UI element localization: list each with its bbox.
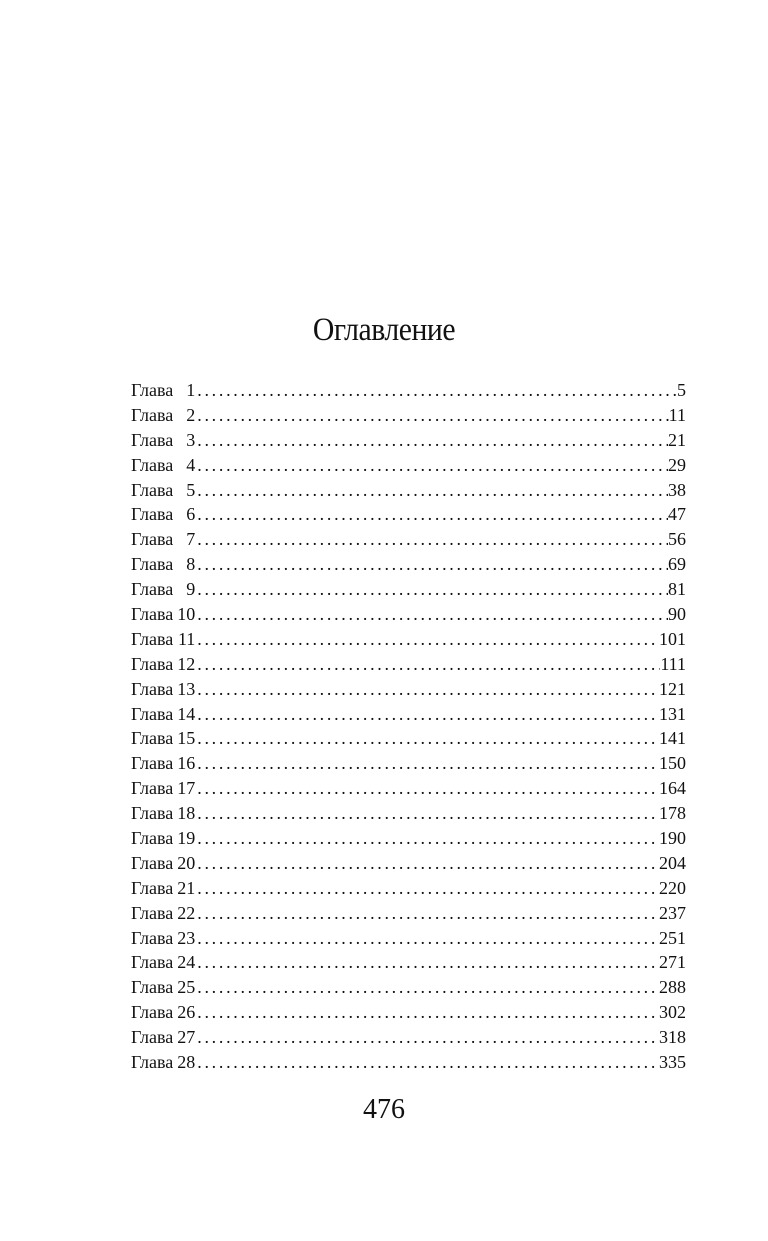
toc-entry-label: Глава	[131, 902, 174, 923]
toc-entry-label: Глава	[131, 977, 174, 998]
toc-entry-page: 47	[668, 504, 686, 525]
toc-entry-label: Глава	[131, 380, 174, 400]
toc-entry[interactable]	[131, 826, 686, 851]
toc-entry[interactable]	[131, 552, 686, 577]
toc-entry[interactable]	[131, 652, 686, 677]
toc-entry-page: 29	[668, 454, 686, 475]
toc-entry-label: Глава	[131, 404, 174, 425]
dot-leader	[195, 726, 659, 751]
toc-entry[interactable]	[131, 527, 686, 552]
dot-leader	[195, 1000, 659, 1025]
dot-leader	[195, 901, 659, 926]
toc-entry-number: 11	[177, 628, 196, 649]
page-number: 476	[363, 1094, 405, 1125]
toc-entry-page: 5	[677, 380, 686, 400]
toc-entry-number: 23	[177, 927, 196, 948]
toc-entry[interactable]	[131, 502, 686, 527]
toc-entry-number: 26	[177, 1002, 196, 1023]
dot-leader	[195, 652, 660, 677]
toc-entry[interactable]	[131, 726, 686, 751]
toc-entry-number: 20	[177, 852, 196, 873]
dot-leader	[195, 926, 659, 951]
table-of-contents	[131, 378, 686, 1075]
toc-entry-page: 251	[659, 927, 686, 948]
toc-entry[interactable]	[131, 1050, 686, 1075]
toc-entry-label: Глава	[131, 778, 174, 799]
toc-entry-number: 21	[177, 877, 196, 898]
toc-entry-number: 5	[186, 479, 196, 500]
toc-entry-number: 27	[177, 1027, 196, 1048]
toc-entry-page: 204	[659, 852, 686, 873]
toc-entry-number: 17	[177, 778, 196, 799]
dot-leader	[195, 478, 668, 503]
toc-entry[interactable]	[131, 776, 686, 801]
dot-leader	[195, 851, 659, 876]
toc-entry-label: Глава	[131, 604, 174, 625]
toc-entry-label: Глава	[131, 454, 174, 475]
page-title: Оглавление	[312, 312, 456, 348]
toc-entry[interactable]	[131, 851, 686, 876]
dot-leader	[195, 1050, 659, 1075]
toc-entry-page: 164	[659, 778, 686, 799]
toc-entry-label: Глава	[131, 653, 174, 674]
toc-entry[interactable]	[131, 702, 686, 727]
toc-entry-label: Глава	[131, 728, 174, 749]
toc-entry-page: 335	[659, 1052, 686, 1073]
toc-entry-number: 15	[177, 728, 196, 749]
toc-entry-number: 25	[177, 977, 196, 998]
dot-leader	[195, 552, 668, 577]
toc-entry[interactable]	[131, 901, 686, 926]
dot-leader	[195, 826, 659, 851]
dot-leader	[195, 627, 659, 652]
toc-entry-page: 121	[659, 678, 686, 699]
toc-entry-page: 302	[659, 1002, 686, 1023]
toc-entry-number: 14	[177, 703, 196, 724]
toc-entry-page: 318	[659, 1027, 686, 1048]
toc-entry-label: Глава	[131, 1002, 174, 1023]
toc-entry-number: 4	[186, 454, 196, 475]
toc-entry-label: Глава	[131, 703, 174, 724]
dot-leader	[195, 702, 659, 727]
toc-entry-label: Глава	[131, 1052, 174, 1073]
dot-leader	[195, 677, 659, 702]
dot-leader	[195, 602, 668, 627]
dot-leader	[195, 403, 668, 428]
toc-entry-number: 13	[177, 678, 196, 699]
toc-entry-page: 38	[668, 479, 686, 500]
dot-leader	[195, 502, 668, 527]
toc-entry[interactable]	[131, 478, 686, 503]
toc-entry-label: Глава	[131, 628, 174, 649]
toc-entry-number: 7	[186, 529, 196, 550]
dot-leader	[195, 428, 668, 453]
toc-entry-number: 10	[177, 604, 196, 625]
dot-leader	[195, 577, 668, 602]
toc-entry-label: Глава	[131, 852, 174, 873]
toc-entry-label: Глава	[131, 479, 174, 500]
dot-leader	[195, 876, 659, 901]
toc-entry[interactable]	[131, 876, 686, 901]
toc-entry-label: Глава	[131, 952, 174, 973]
toc-entry-label: Глава	[131, 678, 174, 699]
toc-entry-page: 56	[668, 529, 686, 550]
toc-entry-label: Глава	[131, 529, 174, 550]
toc-entry[interactable]	[131, 453, 686, 478]
toc-entry[interactable]	[131, 378, 686, 403]
toc-entry[interactable]	[131, 751, 686, 776]
toc-entry-label: Глава	[131, 927, 174, 948]
toc-entry-page: 288	[659, 977, 686, 998]
toc-entry-number: 8	[186, 554, 196, 575]
toc-entry-page: 141	[659, 728, 686, 749]
toc-entry[interactable]	[131, 677, 686, 702]
toc-entry-label: Глава	[131, 504, 174, 525]
toc-entry-page: 237	[659, 902, 686, 923]
toc-entry[interactable]	[131, 403, 686, 428]
toc-entry-page: 190	[659, 828, 686, 849]
toc-entry-number: 6	[186, 504, 196, 525]
toc-entry[interactable]	[131, 1000, 686, 1025]
toc-entry-page: 21	[668, 429, 686, 450]
toc-entry[interactable]	[131, 428, 686, 453]
dot-leader	[195, 453, 668, 478]
toc-entry-number: 19	[177, 828, 196, 849]
dot-leader	[195, 975, 659, 1000]
toc-entry-page: 150	[659, 753, 686, 774]
toc-entry-number: 12	[177, 653, 196, 674]
dot-leader	[195, 801, 659, 826]
toc-entry-page: 101	[659, 628, 686, 649]
toc-entry[interactable]	[131, 602, 686, 627]
toc-entry-label: Глава	[131, 828, 174, 849]
toc-entry-label: Глава	[131, 429, 174, 450]
toc-entry[interactable]	[131, 577, 686, 602]
toc-entry-page: 111	[660, 653, 686, 674]
toc-entry-page: 131	[659, 703, 686, 724]
toc-entry[interactable]	[131, 926, 686, 951]
toc-entry-page: 11	[668, 404, 686, 425]
dot-leader	[195, 776, 659, 801]
toc-entry-page: 271	[659, 952, 686, 973]
toc-entry-number: 3	[186, 429, 196, 450]
toc-entry[interactable]	[131, 950, 686, 975]
dot-leader	[195, 527, 668, 552]
dot-leader	[195, 950, 659, 975]
toc-entry-number: 16	[177, 753, 196, 774]
toc-entry-page: 69	[668, 554, 686, 575]
toc-entry-label: Глава	[131, 753, 174, 774]
toc-entry-number: 1	[186, 380, 196, 400]
toc-entry-page: 90	[668, 604, 686, 625]
toc-entry-label: Глава	[131, 579, 174, 600]
dot-leader	[195, 1025, 659, 1050]
toc-entry-page: 81	[668, 579, 686, 600]
toc-entry-number: 18	[177, 803, 196, 824]
toc-entry-number: 2	[186, 404, 196, 425]
toc-entry-label: Глава	[131, 877, 174, 898]
toc-entry-label: Глава	[131, 1027, 174, 1048]
toc-entry-page: 178	[659, 803, 686, 824]
toc-entry[interactable]	[131, 627, 686, 652]
toc-entry-page: 220	[659, 877, 686, 898]
toc-entry-number: 24	[177, 952, 196, 973]
dot-leader	[195, 751, 659, 776]
dot-leader	[195, 378, 677, 403]
toc-entry[interactable]	[131, 975, 686, 1000]
toc-entry-number: 28	[177, 1052, 196, 1073]
toc-entry[interactable]	[131, 801, 686, 826]
toc-entry-number: 22	[177, 902, 196, 923]
toc-entry-label: Глава	[131, 803, 174, 824]
toc-entry-number: 9	[186, 579, 196, 600]
toc-entry[interactable]	[131, 1025, 686, 1050]
toc-entry-label: Глава	[131, 554, 174, 575]
